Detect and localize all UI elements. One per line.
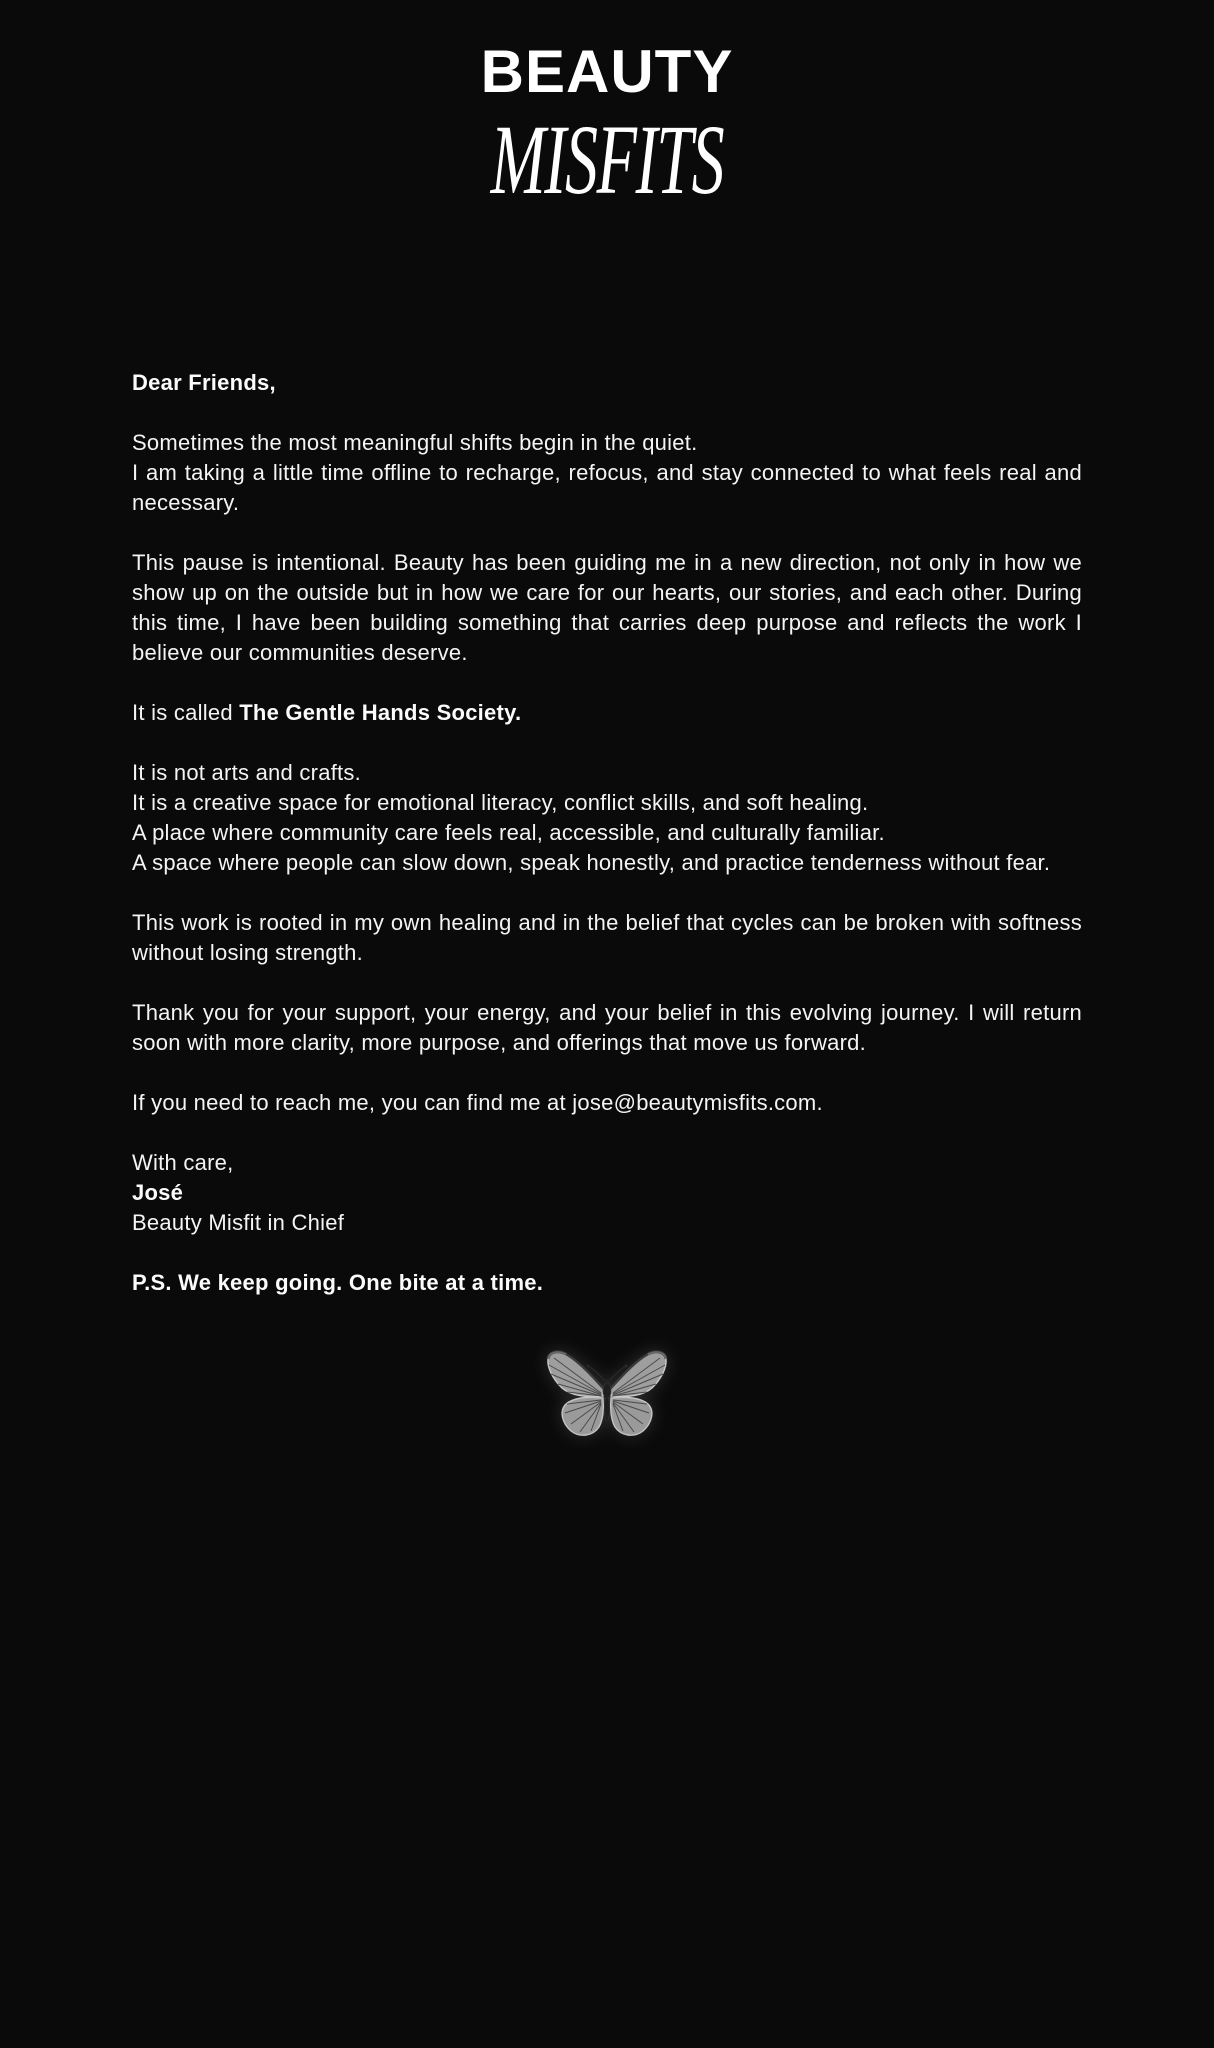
butterfly-image xyxy=(535,1343,679,1443)
letter-text: This pause is intentional. Beauty has been guiding me in a new direction, not only in how we show up on the outside but in how we care for our hearts, our stories, and each other. During this time, I have been building something that carries deep purpose and reflects the work I believe our communities deserve. xyxy=(132,550,1082,665)
letter-paragraph xyxy=(132,698,1082,728)
butterfly-icon xyxy=(535,1343,679,1443)
letter-paragraph xyxy=(132,428,1082,518)
letter-text: It is a creative space for emotional literacy, conflict skills, and soft healing. xyxy=(132,790,869,815)
letter-text: It is called xyxy=(132,700,240,725)
brand-wordmark-misfits: MISFITS xyxy=(490,104,724,215)
letter-text: This work is rooted in my own healing and in the belief that cycles can be broken with softness without losing strength. xyxy=(132,910,1082,965)
letter-text-bold: The Gentle Hands Society. xyxy=(239,700,522,725)
letter-paragraph xyxy=(132,1268,1082,1298)
letter-paragraph xyxy=(132,908,1082,968)
letter-paragraph xyxy=(132,1148,1082,1238)
letter-text: If you need to reach me, you can find me at xyxy=(132,1090,573,1115)
letter-body xyxy=(132,368,1082,1298)
letter-text-bold: Dear Friends, xyxy=(132,370,276,395)
letter-text-bold: P.S. We keep going. One bite at a time. xyxy=(132,1270,544,1295)
letter-text: With care, xyxy=(132,1150,234,1175)
contact-email[interactable]: jose@beautymisfits.com xyxy=(572,1090,817,1115)
brand-wordmark-beauty: BEAUTY xyxy=(480,38,734,105)
letter-text: Sometimes the most meaningful shifts begin in the quiet. xyxy=(132,430,698,455)
brand-logo xyxy=(0,0,1214,216)
letter-text: A space where people can slow down, speak honestly, and practice tenderness without fear. xyxy=(132,850,1051,875)
letter-text: Beauty Misfit in Chief xyxy=(132,1210,345,1235)
letter-paragraph xyxy=(132,998,1082,1058)
letter-text: A place where community care feels real, accessible, and culturally familiar. xyxy=(132,820,885,845)
letter-text: It is not arts and crafts. xyxy=(132,760,362,785)
letter-paragraph xyxy=(132,368,1082,398)
letter-paragraph xyxy=(132,758,1082,878)
letter-paragraph xyxy=(132,548,1082,668)
letter-text: Thank you for your support, your energy, and your belief in this evolving journey. I will return soon with more clarity, more purpose, and offerings that move us forward. xyxy=(132,1000,1082,1055)
letter-text: I am taking a little time offline to recharge, refocus, and stay connected to what feels real and necessary. xyxy=(132,460,1082,515)
letter-text: . xyxy=(816,1090,823,1115)
letter-paragraph xyxy=(132,1088,1082,1118)
letter-text-bold: José xyxy=(132,1180,184,1205)
